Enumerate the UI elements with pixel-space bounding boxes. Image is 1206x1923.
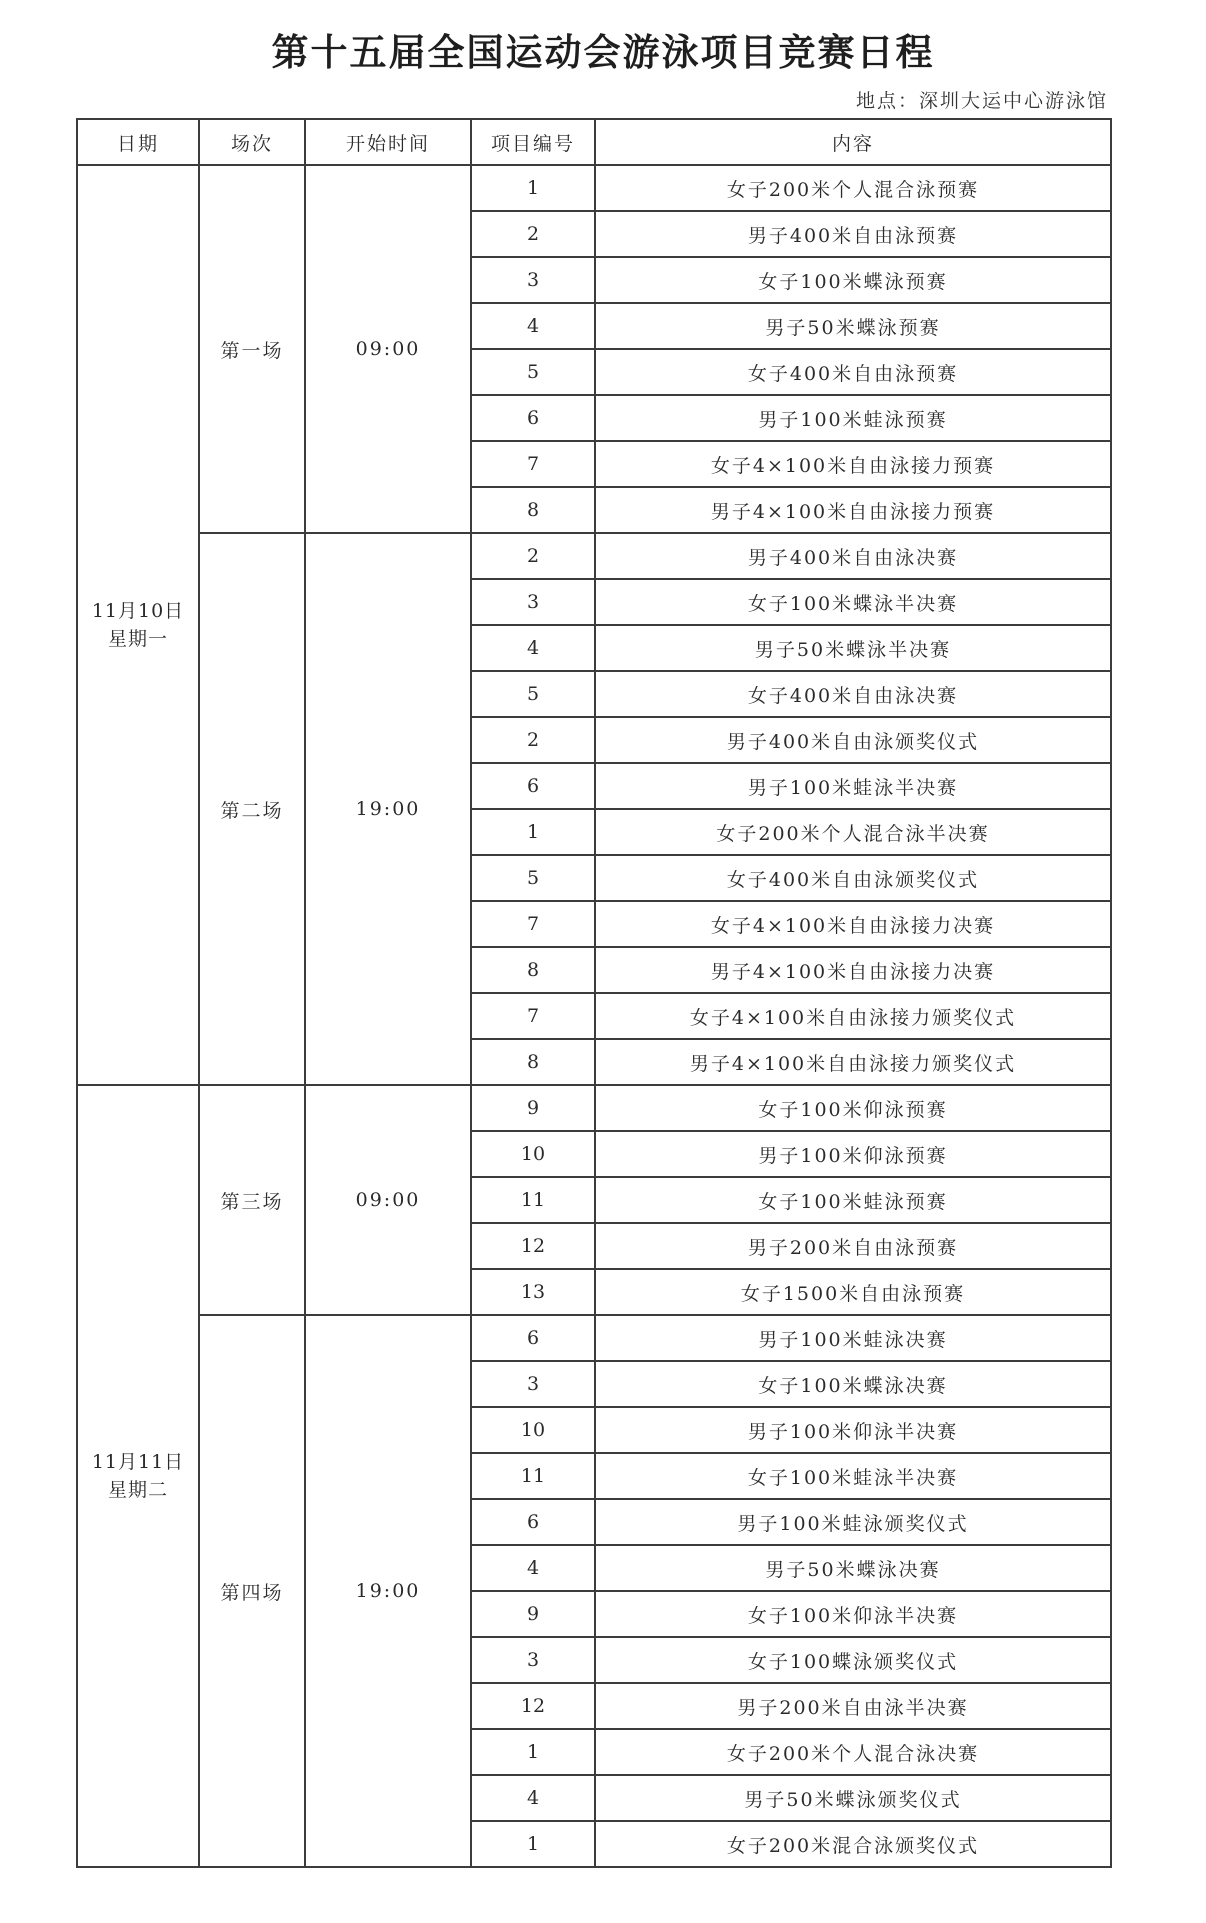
event-content-cell: 女子100米蝶泳半决赛 <box>595 579 1111 625</box>
event-content-cell: 男子100米仰泳半决赛 <box>595 1407 1111 1453</box>
date-text: 11月10日 <box>91 600 185 622</box>
event-content-cell: 女子100米蝶泳预赛 <box>595 257 1111 303</box>
event-content-cell: 女子100米仰泳半决赛 <box>595 1591 1111 1637</box>
event-content-cell: 男子100米蛙泳决赛 <box>595 1315 1111 1361</box>
event-no-cell: 10 <box>471 1407 595 1453</box>
event-content-cell: 女子200米个人混合泳半决赛 <box>595 809 1111 855</box>
venue-label: 地点：深圳大运中心游泳馆 <box>855 90 1108 112</box>
header-start-time: 开始时间 <box>305 119 471 165</box>
event-content-cell: 男子400米自由泳颁奖仪式 <box>595 717 1111 763</box>
event-content-cell: 男子400米自由泳决赛 <box>595 533 1111 579</box>
event-no-cell: 8 <box>471 487 595 533</box>
event-content-cell: 女子1500米自由泳预赛 <box>595 1269 1111 1315</box>
event-no-cell: 4 <box>471 1545 595 1591</box>
event-no-cell: 4 <box>471 1775 595 1821</box>
date-cell <box>77 1085 199 1867</box>
event-no-cell: 8 <box>471 1039 595 1085</box>
event-content-cell: 女子100米仰泳预赛 <box>595 1085 1111 1131</box>
event-content-cell: 女子100米蝶泳决赛 <box>595 1361 1111 1407</box>
table-row <box>77 1085 1111 1131</box>
weekday-text: 星期一 <box>107 628 168 650</box>
event-content-cell: 女子4×100米自由泳接力颁奖仪式 <box>595 993 1111 1039</box>
event-content-cell: 男子100米仰泳预赛 <box>595 1131 1111 1177</box>
weekday-text: 星期二 <box>107 1479 168 1501</box>
event-no-cell: 1 <box>471 1821 595 1867</box>
event-no-cell: 12 <box>471 1223 595 1269</box>
session-cell: 第三场 <box>199 1085 305 1315</box>
event-no-cell: 1 <box>471 1729 595 1775</box>
header-date: 日期 <box>77 119 199 165</box>
start-time-cell: 19:00 <box>305 1315 471 1867</box>
event-no-cell: 11 <box>471 1177 595 1223</box>
event-no-cell: 1 <box>471 809 595 855</box>
event-no-cell: 7 <box>471 441 595 487</box>
event-content-cell: 女子400米自由泳决赛 <box>595 671 1111 717</box>
date-text: 11月11日 <box>91 1451 185 1473</box>
event-no-cell: 13 <box>471 1269 595 1315</box>
event-content-cell: 男子100米蛙泳颁奖仪式 <box>595 1499 1111 1545</box>
event-no-cell: 4 <box>471 625 595 671</box>
session-cell: 第四场 <box>199 1315 305 1867</box>
event-no-cell: 3 <box>471 1361 595 1407</box>
event-content-cell: 男子4×100米自由泳接力决赛 <box>595 947 1111 993</box>
event-no-cell: 12 <box>471 1683 595 1729</box>
event-no-cell: 1 <box>471 165 595 211</box>
event-content-cell: 男子100米蛙泳预赛 <box>595 395 1111 441</box>
start-time-cell: 19:00 <box>305 533 471 1085</box>
event-no-cell: 3 <box>471 257 595 303</box>
event-no-cell: 5 <box>471 349 595 395</box>
event-content-cell: 男子400米自由泳预赛 <box>595 211 1111 257</box>
event-no-cell: 5 <box>471 855 595 901</box>
event-content-cell: 女子100米蛙泳半决赛 <box>595 1453 1111 1499</box>
event-no-cell: 6 <box>471 395 595 441</box>
table-row <box>77 533 1111 579</box>
event-no-cell: 6 <box>471 763 595 809</box>
event-content-cell: 男子50米蝶泳决赛 <box>595 1545 1111 1591</box>
event-content-cell: 女子100米蛙泳预赛 <box>595 1177 1111 1223</box>
event-no-cell: 2 <box>471 211 595 257</box>
schedule-table <box>76 118 1112 1868</box>
event-content-cell: 女子200米个人混合泳决赛 <box>595 1729 1111 1775</box>
event-content-cell: 女子200米混合泳颁奖仪式 <box>595 1821 1111 1867</box>
table-row <box>77 1315 1111 1361</box>
event-no-cell: 11 <box>471 1453 595 1499</box>
event-content-cell: 男子200米自由泳半决赛 <box>595 1683 1111 1729</box>
session-cell: 第一场 <box>199 165 305 533</box>
event-content-cell: 女子100蝶泳颁奖仪式 <box>595 1637 1111 1683</box>
event-content-cell: 男子100米蛙泳半决赛 <box>595 763 1111 809</box>
header-row <box>77 119 1111 165</box>
event-no-cell: 4 <box>471 303 595 349</box>
table-row <box>77 165 1111 211</box>
event-no-cell: 9 <box>471 1085 595 1131</box>
event-no-cell: 3 <box>471 579 595 625</box>
date-cell <box>77 165 199 1085</box>
event-no-cell: 3 <box>471 1637 595 1683</box>
event-content-cell: 女子400米自由泳预赛 <box>595 349 1111 395</box>
event-no-cell: 2 <box>471 533 595 579</box>
event-content-cell: 女子400米自由泳颁奖仪式 <box>595 855 1111 901</box>
event-no-cell: 6 <box>471 1499 595 1545</box>
event-content-cell: 女子200米个人混合泳预赛 <box>595 165 1111 211</box>
event-no-cell: 10 <box>471 1131 595 1177</box>
header-event-no: 项目编号 <box>471 119 595 165</box>
schedule-body <box>77 165 1111 1867</box>
header-content: 内容 <box>595 119 1111 165</box>
event-content-cell: 男子4×100米自由泳接力颁奖仪式 <box>595 1039 1111 1085</box>
event-no-cell: 2 <box>471 717 595 763</box>
event-content-cell: 男子50米蝶泳半决赛 <box>595 625 1111 671</box>
event-no-cell: 6 <box>471 1315 595 1361</box>
event-no-cell: 7 <box>471 901 595 947</box>
header-session: 场次 <box>199 119 305 165</box>
event-content-cell: 男子50米蝶泳颁奖仪式 <box>595 1775 1111 1821</box>
event-content-cell: 女子4×100米自由泳接力决赛 <box>595 901 1111 947</box>
event-no-cell: 5 <box>471 671 595 717</box>
session-cell: 第二场 <box>199 533 305 1085</box>
page-title: 第十五届全国运动会游泳项目竞赛日程 <box>271 31 935 74</box>
event-content-cell: 男子200米自由泳预赛 <box>595 1223 1111 1269</box>
event-no-cell: 7 <box>471 993 595 1039</box>
event-content-cell: 女子4×100米自由泳接力预赛 <box>595 441 1111 487</box>
event-content-cell: 男子4×100米自由泳接力预赛 <box>595 487 1111 533</box>
start-time-cell: 09:00 <box>305 1085 471 1315</box>
event-no-cell: 8 <box>471 947 595 993</box>
event-no-cell: 9 <box>471 1591 595 1637</box>
event-content-cell: 男子50米蝶泳预赛 <box>595 303 1111 349</box>
start-time-cell: 09:00 <box>305 165 471 533</box>
